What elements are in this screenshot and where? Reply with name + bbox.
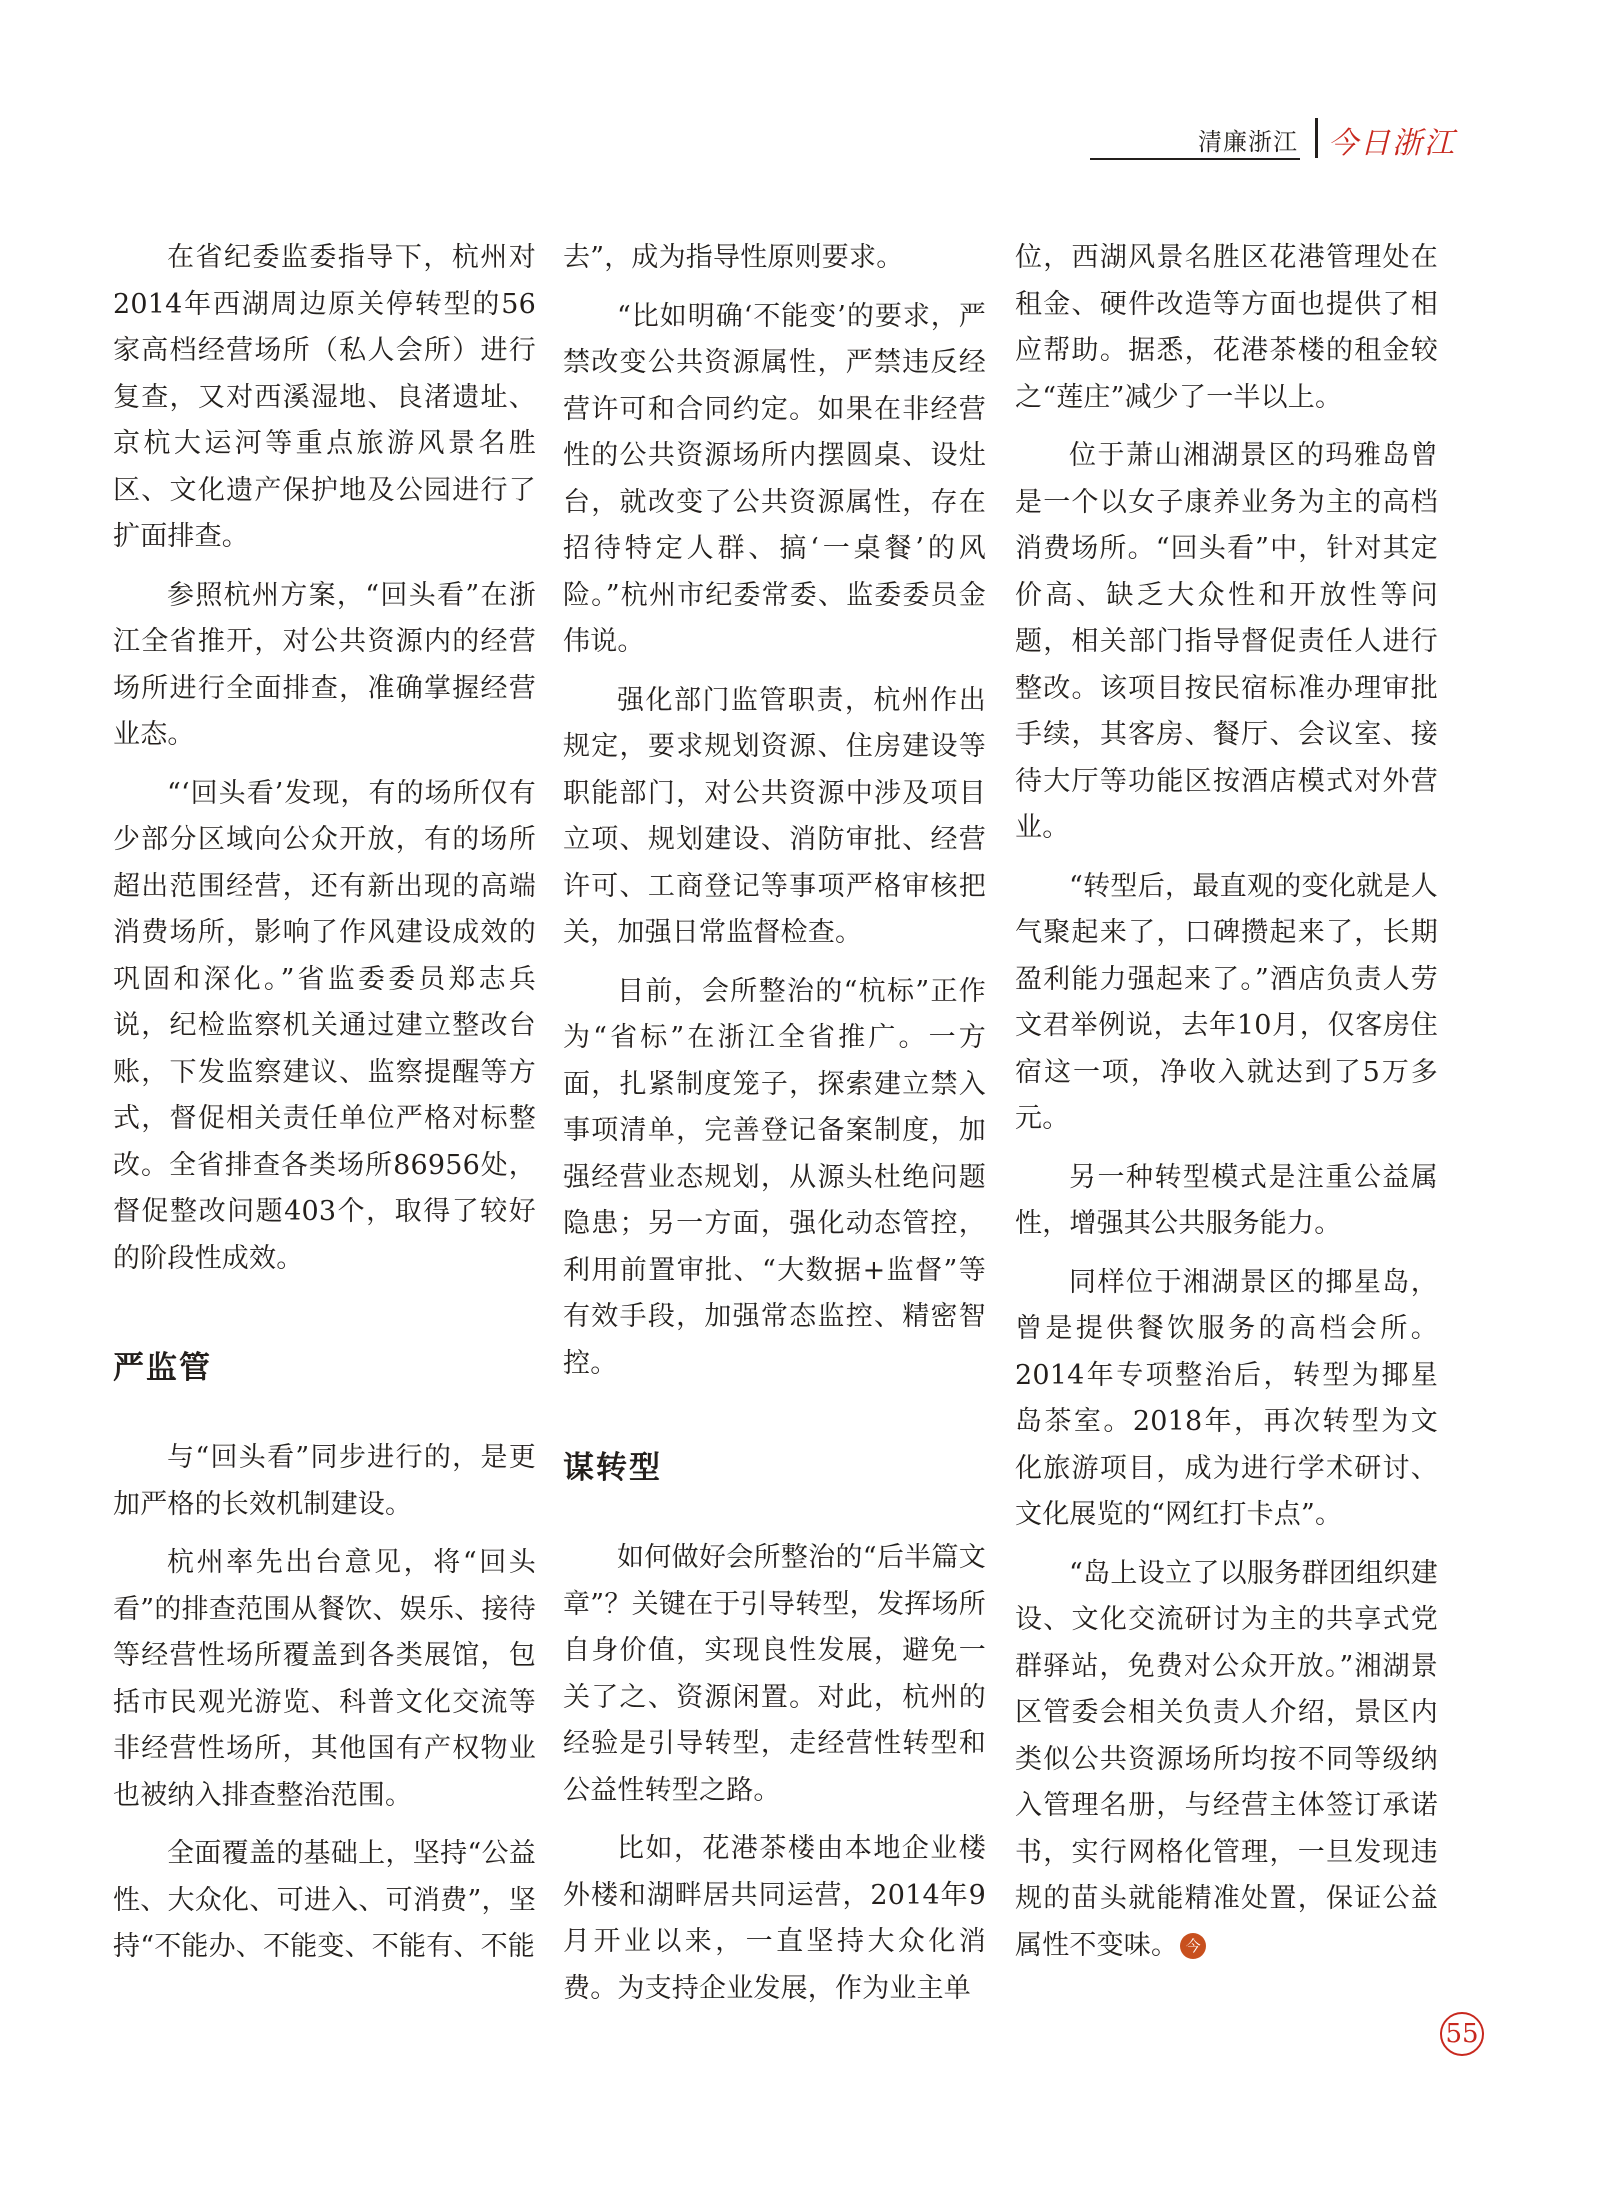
paragraph: 杭州率先出台意见，将“回头看”的排查范围从餐饮、娱乐、接待等经营性场所覆盖到各类展馆，包括市民观光游览、科普文化交流等非经营性场所，其他国有产权物业也被纳入排查整治范围。 <box>113 1547 536 1811</box>
paragraph: 如何做好会所整治的“后半篇文章”？关键在于引导转型，发挥场所自身价值，实现良性发展，避免一关了之、资源闲置。对此，杭州的经验是引导转型，走经营性转型和公益性转型之路。 <box>563 1542 986 1806</box>
header-divider <box>1315 118 1318 158</box>
paragraph: “‘回头看’发现，有的场所仅有少部分区域向公众开放，有的场所超出范围经营，还有新出现的高端消费场所，影响了作风建设成效的巩固和深化。”省监委委员郑志兵说，纪检监察机关通过建立整改台账，下发监察建议、监察提醒等方式，督促相关责任单位严格对标整改。全省排查各类场所86956处，督促整改问题403个，取得了较好的阶段性成效。 <box>113 777 536 1274</box>
article-column-1 <box>113 235 536 1971</box>
header-rule <box>1090 158 1300 160</box>
page-header <box>1090 118 1485 162</box>
section-heading-yanjianguan: 严监管 <box>113 1350 212 1386</box>
paragraph: 另一种转型模式是注重公益属性，增强其公共服务能力。 <box>1015 1161 1438 1239</box>
magazine-logo: 今日浙江 <box>1328 126 1456 161</box>
paragraph: 强化部门监管职责，杭州作出规定，要求规划资源、住房建设等职能部门，对公共资源中涉及项目立项、规划建设、消防审批、经营许可、工商登记等事项严格审核把关，加强日常监督检查。 <box>563 684 986 948</box>
paragraph: 同样位于湘湖景区的揶星岛，曾是提供餐饮服务的高档会所。2014年专项整治后，转型为揶星岛茶室。2018年，再次转型为文化旅游项目，成为进行学术研讨、文化展览的“网红打卡点”。 <box>1015 1266 1438 1530</box>
paragraph-last <box>1015 1551 1438 1970</box>
paragraph: “比如明确‘不能变’的要求，严禁改变公共资源属性，严禁违反经营许可和合同约定。如果在非经营性的公共资源场所内摆圆桌、设灶台，就改变了公共资源属性，存在招待特定人群、搞‘一桌餐’的风险。”杭州市纪委常委、监委委员金伟说。 <box>563 300 986 657</box>
paragraph: 位于萧山湘湖景区的玛雅岛曾是一个以女子康养业务为主的高档消费场所。“回头看”中，针对其定价高、缺乏大众性和开放性等问题，相关部门指导督促责任人进行整改。该项目按民宿标准办理审批手续，其客房、餐厅、会议室、接待大厅等功能区按酒店模式对外营业。 <box>1015 440 1438 843</box>
paragraph: “转型后，最直观的变化就是人气聚起来了，口碑攒起来了，长期盈利能力强起来了。”酒店负责人劳文君举例说，去年10月，仅客房住宿这一项，净收入就达到了5万多元。 <box>1015 870 1438 1134</box>
paragraph: 全面覆盖的基础上，坚持“公益性、大众化、可进入、可消费”，坚持“不能办、不能变、不能有、不能 <box>113 1838 536 1962</box>
article-column-2 <box>563 235 986 2012</box>
section-heading-mouzhuanxing: 谋转型 <box>563 1450 662 1486</box>
paragraph: 比如，花港茶楼由本地企业楼外楼和湖畔居共同运营，2014年9月开业以来，一直坚持大众化消费。为支持企业发展，作为业主单 <box>563 1833 986 2004</box>
paragraph-continued: 位，西湖风景名胜区花港管理处在租金、硬件改造等方面也提供了相应帮助。据悉，花港茶楼的租金较之“莲庄”减少了一半以上。 <box>1015 242 1438 413</box>
paragraph: 在省纪委监委指导下，杭州对2014年西湖周边原关停转型的56家高档经营场所（私人会所）进行复查，又对西溪湿地、良渚遗址、京杭大运河等重点旅游风景名胜区、文化遗产保护地及公园进行了扩面排查。 <box>113 242 536 552</box>
end-mark-icon: 今 <box>1180 1933 1206 1959</box>
paragraph-continued: 去”，成为指导性原则要求。 <box>563 242 904 273</box>
section-name: 清廉浙江 <box>1198 128 1298 156</box>
paragraph: 目前，会所整治的“杭标”正作为“省标”在浙江全省推广。一方面，扎紧制度笼子，探索建立禁入事项清单，完善登记备案制度，加强经营业态规划，从源头杜绝问题隐患；另一方面，强化动态管控，利用前置审批、“大数据+监督”等有效手段，加强常态监控、精密智控。 <box>563 975 986 1379</box>
paragraph-text: “岛上设立了以服务群团组织建设、文化交流研讨为主的共享式党群驿站，免费对公众开放。”湘湖景区管委会相关负责人介绍，景区内类似公共资源场所均按不同等级纳入管理名册，与经营主体签订承诺书，实行网格化管理，一旦发现违规的苗头就能精准处置，保证公益属性不变味。 <box>1015 1557 1438 1961</box>
paragraph: 参照杭州方案，“回头看”在浙江全省推开，对公共资源内的经营场所进行全面排查，准确掌握经营业态。 <box>113 579 536 750</box>
paragraph: 与“回头看”同步进行的，是更加严格的长效机制建设。 <box>113 1442 536 1520</box>
article-column-3 <box>1015 235 1438 1969</box>
page-number: 55 <box>1440 2012 1484 2056</box>
